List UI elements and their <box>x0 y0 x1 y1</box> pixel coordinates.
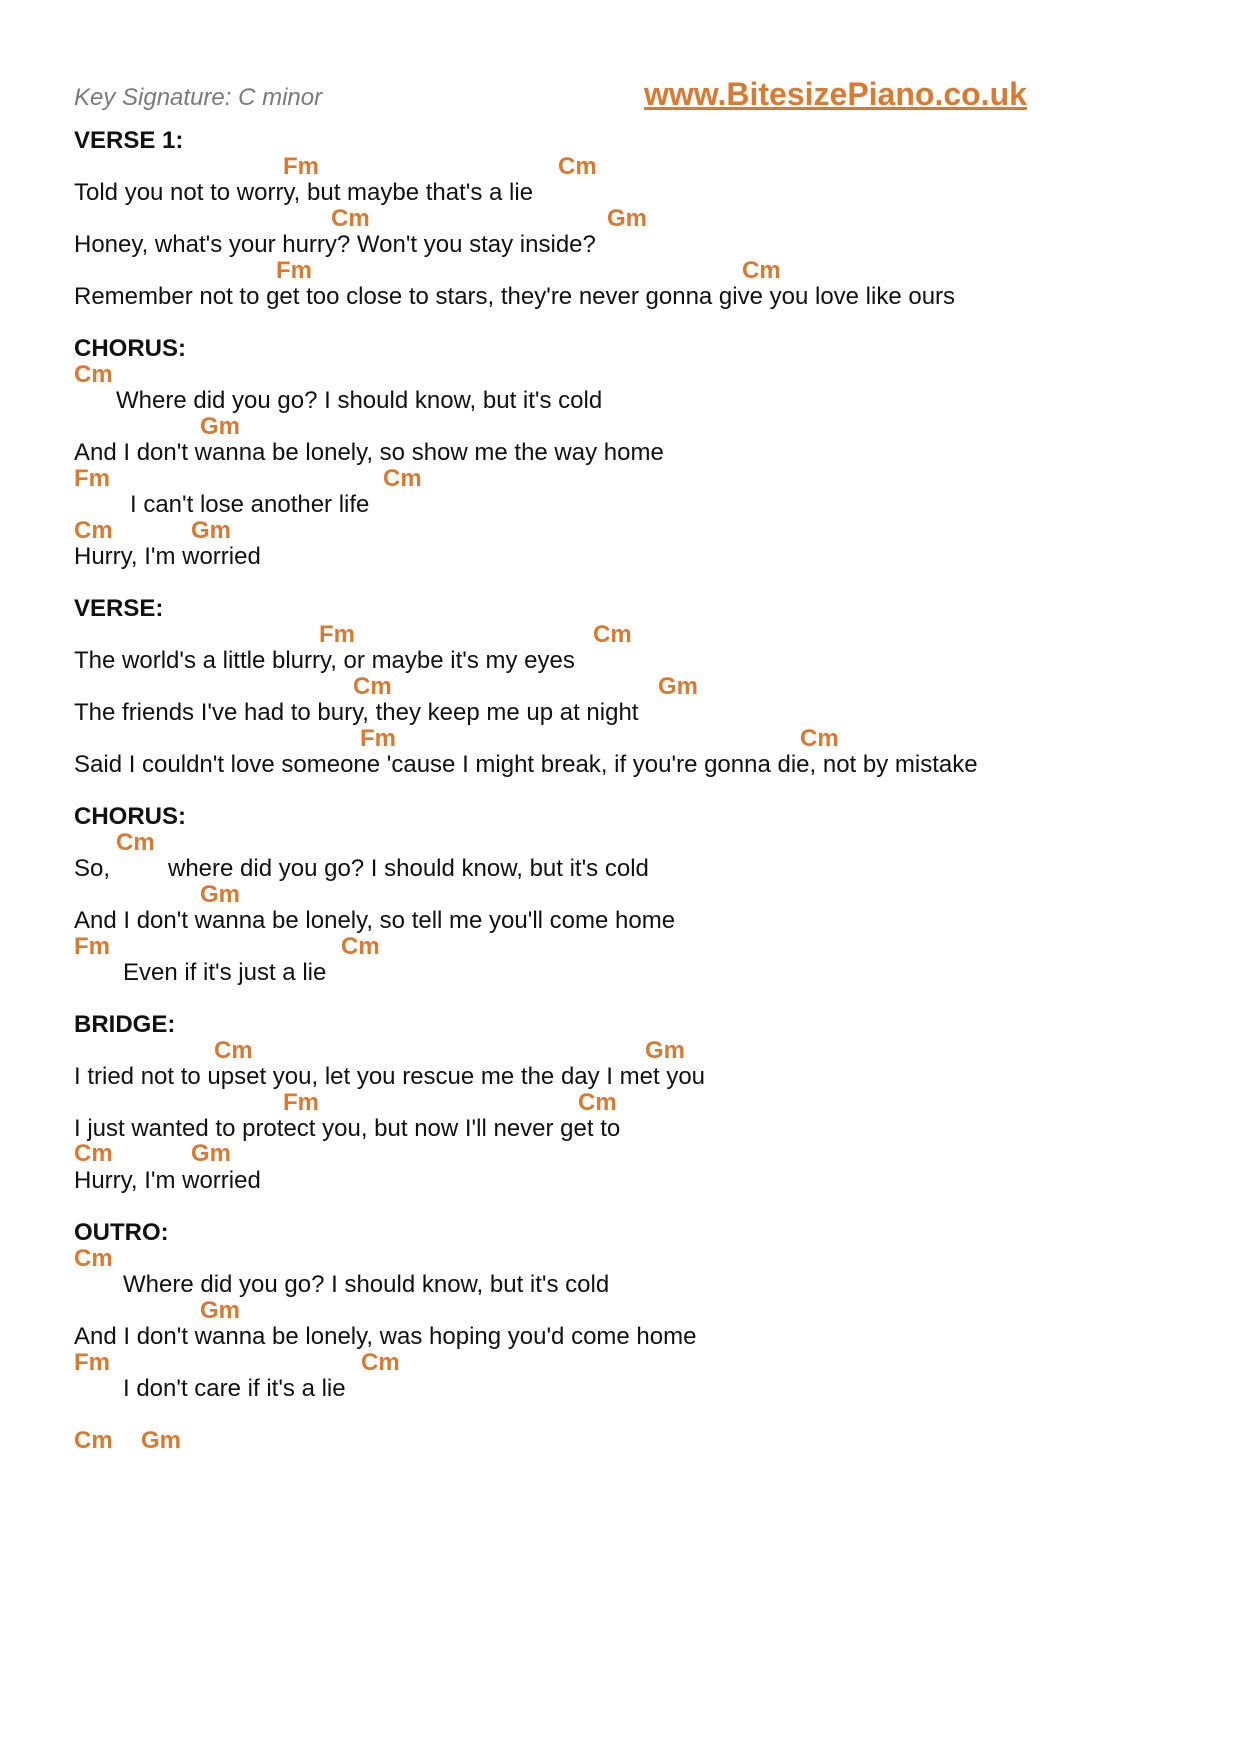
chord-cm: Cm <box>800 725 839 752</box>
lyric-text: Hurry, I'm worried <box>74 543 261 570</box>
lyric-text: Even if it's just a lie <box>123 959 327 986</box>
lyric-text: Hurry, I'm worried <box>74 1167 261 1194</box>
chord-gm: Gm <box>200 881 241 908</box>
chord-fm: Fm <box>319 621 355 648</box>
chord-gm: Gm <box>191 517 232 544</box>
lyric-text: I just wanted to protect you, but now I'll never get to <box>74 1115 621 1142</box>
lyric-text: Told you not to worry, but maybe that's a lie <box>74 179 534 206</box>
lyric-line <box>74 282 1174 312</box>
lyric-text: where did you go? I should know, but it's cold <box>168 855 649 882</box>
section-heading: OUTRO: <box>74 1219 169 1246</box>
section-heading: VERSE: <box>74 595 164 622</box>
chord-cm: Cm <box>74 1427 113 1454</box>
chord-cm: Cm <box>558 153 597 180</box>
chord-gm: Gm <box>607 205 648 232</box>
chord-cm: Cm <box>116 829 155 856</box>
chord-fm: Fm <box>276 257 312 284</box>
chord-gm: Gm <box>658 673 699 700</box>
lyric-text: The friends I've had to bury, they keep me up at night <box>74 699 639 726</box>
chord-fm: Fm <box>283 153 319 180</box>
chord-cm: Cm <box>742 257 781 284</box>
lyric-text: The world's a little blurry, or maybe it's my eyes <box>74 647 575 674</box>
chord-fm: Fm <box>283 1089 319 1116</box>
chord-gm: Gm <box>645 1037 686 1064</box>
lyric-text: I can't lose another life <box>130 491 370 518</box>
website-link[interactable]: www.BitesizePiano.co.uk <box>644 76 1027 112</box>
chord-cm: Cm <box>74 361 113 388</box>
chord-cm: Cm <box>74 1140 113 1167</box>
lyric-text: I don't care if it's a lie <box>123 1375 346 1402</box>
lyric-text: I tried not to upset you, let you rescue me the day I met you <box>74 1063 706 1090</box>
chord-gm: Gm <box>191 1140 232 1167</box>
chord-cm: Cm <box>361 1349 400 1376</box>
lyric-text: Where did you go? I should know, but it's cold <box>116 387 603 414</box>
section-heading: VERSE 1: <box>74 127 184 154</box>
lyric-line <box>74 958 1174 988</box>
section-heading: CHORUS: <box>74 803 186 830</box>
chord-fm: Fm <box>360 725 396 752</box>
chord-cm: Cm <box>353 673 392 700</box>
chord-line <box>74 1139 1174 1169</box>
chord-cm: Cm <box>593 621 632 648</box>
lyric-text: And I don't wanna be lonely, so show me the way home <box>74 439 664 466</box>
chord-gm: Gm <box>200 1297 241 1324</box>
lyric-line <box>74 542 1174 572</box>
lyric-line <box>74 1166 1174 1196</box>
lyric-text: And I don't wanna be lonely, was hoping you'd come home <box>74 1323 697 1350</box>
lyric-text: Said I couldn't love someone 'cause I might break, if you're gonna die, not by mistake <box>74 751 978 778</box>
chord-fm: Fm <box>74 1349 110 1376</box>
chord-cm: Cm <box>74 1245 113 1272</box>
chord-cm: Cm <box>74 517 113 544</box>
lyric-text: And I don't wanna be lonely, so tell me you'll come home <box>74 907 676 934</box>
section-heading: BRIDGE: <box>74 1011 176 1038</box>
chord-fm: Fm <box>74 933 110 960</box>
lyric-text: So, <box>74 855 111 882</box>
chord-gm: Gm <box>200 413 241 440</box>
key-signature: Key Signature: C minor <box>74 84 323 111</box>
chord-gm: Gm <box>141 1427 182 1454</box>
lyric-text: Remember not to get too close to stars, they're never gonna give you love like ours <box>74 283 956 310</box>
chord-cm: Cm <box>578 1089 617 1116</box>
lyric-line <box>74 1374 1174 1404</box>
lyric-text: Where did you go? I should know, but it's cold <box>123 1271 610 1298</box>
section-heading: CHORUS: <box>74 335 186 362</box>
chord-cm: Cm <box>383 465 422 492</box>
chord-cm: Cm <box>214 1037 253 1064</box>
chord-cm: Cm <box>341 933 380 960</box>
chord-fm: Fm <box>74 465 110 492</box>
chord-cm: Cm <box>331 205 370 232</box>
lyric-line <box>74 750 1174 780</box>
chord-line <box>74 1426 1174 1456</box>
lyric-text: Honey, what's your hurry? Won't you stay inside? <box>74 231 596 258</box>
